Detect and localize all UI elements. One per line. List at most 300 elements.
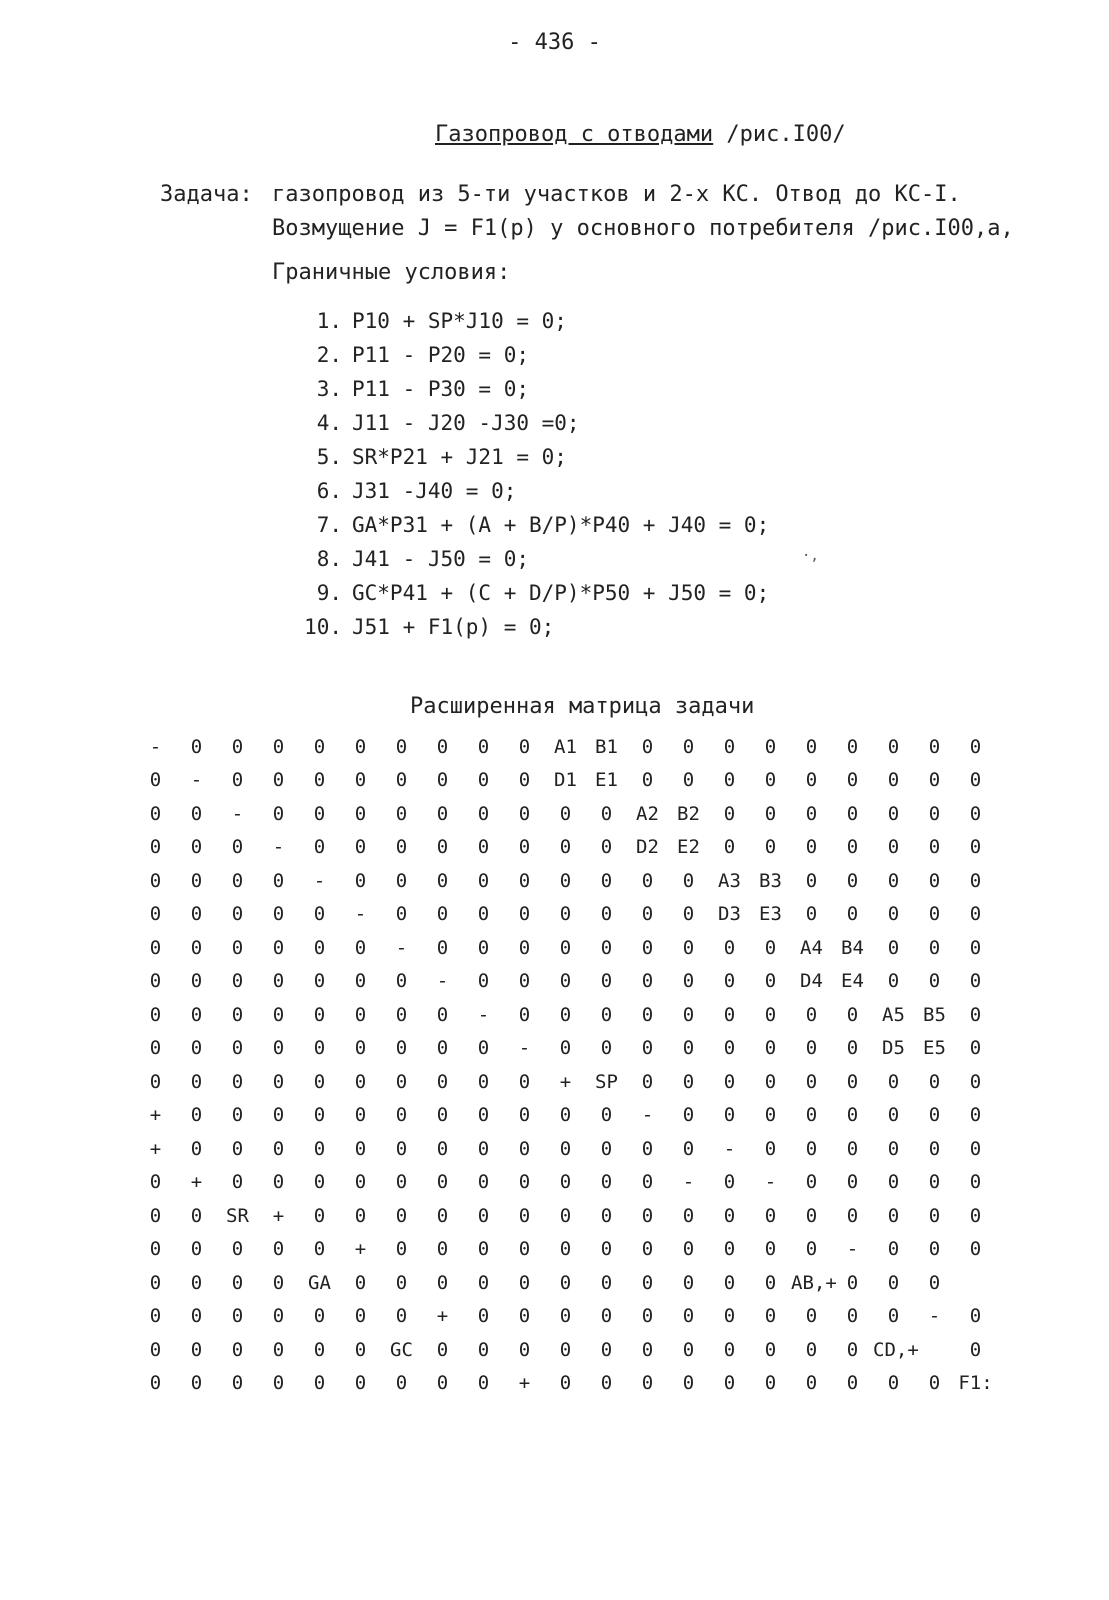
matrix-cell: 0	[149, 1070, 162, 1093]
matrix-cell: A2	[636, 802, 659, 825]
matrix-cell: 0	[190, 1305, 203, 1328]
matrix-cell: 0	[395, 869, 408, 892]
matrix-cell: 0	[641, 970, 654, 993]
matrix-cell: 0	[887, 802, 900, 825]
matrix-cell: 0	[641, 903, 654, 926]
matrix-cell: 0	[395, 1238, 408, 1261]
matrix-cell: 0	[600, 936, 613, 959]
matrix-cell: 0	[518, 1137, 531, 1160]
matrix-cell: E1	[595, 769, 618, 792]
matrix-cell: 0	[354, 1372, 367, 1395]
matrix-cell: 0	[805, 1305, 818, 1328]
matrix-cell: 0	[477, 1204, 490, 1227]
matrix-cell: 0	[887, 1271, 900, 1294]
equation-8	[290, 542, 769, 576]
matrix-cell: D3	[718, 903, 741, 926]
matrix-cell: 0	[723, 1271, 736, 1294]
matrix-cell: 0	[600, 970, 613, 993]
matrix-cell: 0	[231, 1338, 244, 1361]
matrix-cell: 0	[846, 769, 859, 792]
matrix-cell: 0	[600, 1238, 613, 1261]
equation-list	[290, 304, 769, 644]
matrix-cell: 0	[190, 1137, 203, 1160]
matrix-cell: 0	[641, 1305, 654, 1328]
matrix-cell: 0	[682, 936, 695, 959]
matrix-cell: -	[149, 735, 162, 758]
matrix-cell: 0	[723, 1003, 736, 1026]
matrix-cell: 0	[436, 936, 449, 959]
matrix-cell: 0	[559, 1137, 572, 1160]
matrix-cell: 0	[190, 970, 203, 993]
matrix-cell: 0	[477, 1171, 490, 1194]
matrix-cell: 0	[600, 1271, 613, 1294]
matrix-cell: 0	[395, 1271, 408, 1294]
matrix-cell: 0	[436, 1238, 449, 1261]
matrix-cell: 0	[395, 802, 408, 825]
equation-5	[290, 440, 769, 474]
matrix-cell: 0	[641, 1372, 654, 1395]
matrix-cell: -	[231, 802, 244, 825]
matrix-cell: 0	[600, 1338, 613, 1361]
matrix-cell: 0	[149, 1204, 162, 1227]
matrix-cell: 0	[846, 802, 859, 825]
matrix-cell: 0	[272, 1238, 285, 1261]
matrix-cell: 0	[354, 936, 367, 959]
matrix-cell: 0	[354, 836, 367, 859]
matrix-cell: 0	[969, 769, 982, 792]
matrix-cell: 0	[887, 1372, 900, 1395]
matrix-cell: 0	[477, 869, 490, 892]
matrix-cell: 0	[846, 1271, 859, 1294]
matrix-cell: 0	[518, 769, 531, 792]
matrix-cell: 0	[559, 1238, 572, 1261]
matrix-cell: 0	[436, 1037, 449, 1060]
matrix-cell: 0	[354, 802, 367, 825]
matrix-cell: 0	[149, 970, 162, 993]
matrix-cell: 0	[846, 1070, 859, 1093]
matrix-cell: 0	[477, 735, 490, 758]
matrix-cell: 0	[231, 1037, 244, 1060]
matrix-cell: 0	[764, 1305, 777, 1328]
matrix-cell: 0	[559, 903, 572, 926]
matrix-cell: 0	[272, 735, 285, 758]
matrix-cell: 0	[436, 903, 449, 926]
matrix-cell: 0	[518, 1305, 531, 1328]
matrix-cell: 0	[969, 903, 982, 926]
matrix-row	[135, 797, 996, 831]
matrix-cell: 0	[436, 1171, 449, 1194]
matrix-cell: 0	[928, 1271, 941, 1294]
matrix-cell: E3	[759, 903, 782, 926]
matrix-cell: E2	[677, 836, 700, 859]
matrix-cell: 0	[887, 1070, 900, 1093]
matrix-cell: 0	[190, 735, 203, 758]
matrix-cell: 0	[559, 802, 572, 825]
matrix-cell: 0	[231, 1271, 244, 1294]
matrix-cell: 0	[846, 1338, 859, 1361]
matrix-cell: 0	[969, 1070, 982, 1093]
matrix-cell: +	[354, 1238, 367, 1261]
matrix-cell: B1	[595, 735, 618, 758]
matrix-cell: 0	[272, 1137, 285, 1160]
matrix-row	[135, 898, 996, 932]
matrix-cell: 0	[354, 1171, 367, 1194]
matrix-cell: 0	[559, 1037, 572, 1060]
matrix-cell: 0	[887, 1204, 900, 1227]
matrix-cell: 0	[723, 1238, 736, 1261]
matrix-cell: 0	[559, 1271, 572, 1294]
equation-1	[290, 304, 769, 338]
matrix-cell: 0	[723, 802, 736, 825]
matrix-cell: 0	[436, 1204, 449, 1227]
page-number: - 436 -	[508, 30, 601, 55]
matrix-cell: 0	[846, 1037, 859, 1060]
matrix-cell: +	[149, 1104, 162, 1127]
matrix-cell: B5	[923, 1003, 946, 1026]
matrix-cell: 0	[272, 869, 285, 892]
matrix-row	[135, 1199, 996, 1233]
matrix-cell: 0	[559, 1372, 572, 1395]
matrix-cell: 0	[477, 1305, 490, 1328]
equation-text: P10 + SP*J10 = 0;	[352, 309, 567, 333]
matrix-cell: 0	[518, 970, 531, 993]
matrix-cell: 0	[354, 970, 367, 993]
matrix-cell: 0	[231, 1003, 244, 1026]
matrix-cell: 0	[395, 1003, 408, 1026]
matrix-cell: 0	[477, 936, 490, 959]
matrix-cell: 0	[354, 1204, 367, 1227]
matrix-cell: 0	[887, 869, 900, 892]
equation-6	[290, 474, 769, 508]
matrix-cell: 0	[969, 936, 982, 959]
matrix-cell: A4	[800, 936, 823, 959]
matrix-cell: 0	[231, 1305, 244, 1328]
matrix-cell: 0	[313, 903, 326, 926]
matrix-cell: 0	[518, 1171, 531, 1194]
matrix-cell: E4	[841, 970, 864, 993]
matrix-cell: 0	[641, 735, 654, 758]
matrix-cell: 0	[436, 1003, 449, 1026]
matrix-cell: 0	[723, 1372, 736, 1395]
matrix-cell: 0	[805, 1003, 818, 1026]
matrix-cell: -	[682, 1171, 695, 1194]
equation-text: GA*P31 + (A + B/P)*P40 + J40 = 0;	[352, 513, 770, 537]
matrix-cell: 0	[518, 1070, 531, 1093]
equation-number: 4.	[316, 411, 342, 435]
matrix-cell: 0	[149, 903, 162, 926]
matrix-cell: 0	[395, 1204, 408, 1227]
matrix-cell: 0	[600, 1137, 613, 1160]
matrix-cell: 0	[600, 903, 613, 926]
matrix-cell: 0	[190, 936, 203, 959]
matrix-cell: 0	[149, 1372, 162, 1395]
matrix-cell: 0	[600, 1003, 613, 1026]
matrix-cell: 0	[354, 735, 367, 758]
matrix-cell: 0	[928, 1372, 941, 1395]
matrix-cell: 0	[805, 1204, 818, 1227]
matrix-cell: 0	[928, 769, 941, 792]
equation-9	[290, 576, 769, 610]
matrix-cell: 0	[846, 1171, 859, 1194]
matrix-cell: 0	[764, 1372, 777, 1395]
matrix-cell: D2	[636, 836, 659, 859]
matrix-cell: 0	[518, 1238, 531, 1261]
matrix-cell: 0	[190, 1238, 203, 1261]
matrix-cell: 0	[518, 869, 531, 892]
matrix-cell: 0	[928, 1104, 941, 1127]
matrix-row	[135, 1233, 996, 1267]
scan-speck: ·,	[802, 548, 819, 564]
matrix-row	[135, 764, 996, 798]
equation-7	[290, 508, 769, 542]
matrix-cell: 0	[272, 903, 285, 926]
matrix-cell: 0	[354, 769, 367, 792]
matrix-cell: 0	[805, 1338, 818, 1361]
matrix-cell: 0	[846, 1372, 859, 1395]
matrix-cell: 0	[682, 769, 695, 792]
matrix-cell: 0	[764, 1003, 777, 1026]
matrix-cell: 0	[846, 903, 859, 926]
matrix-cell: 0	[518, 1104, 531, 1127]
matrix-cell: B3	[759, 869, 782, 892]
matrix-cell: 0	[682, 970, 695, 993]
matrix-cell: 0	[190, 1338, 203, 1361]
matrix-cell: 0	[231, 1171, 244, 1194]
matrix-cell: 0	[969, 970, 982, 993]
matrix-cell: 0	[395, 1305, 408, 1328]
matrix-cell: -	[723, 1137, 736, 1160]
matrix-cell: 0	[559, 1104, 572, 1127]
matrix-cell: 0	[682, 1204, 695, 1227]
matrix-cell: 0	[149, 1037, 162, 1060]
matrix-cell: 0	[559, 936, 572, 959]
matrix-cell: 0	[846, 1137, 859, 1160]
matrix-cell: 0	[682, 1137, 695, 1160]
matrix-row	[135, 1032, 996, 1066]
matrix-cell: 0	[641, 1238, 654, 1261]
matrix-cell: 0	[354, 1037, 367, 1060]
matrix-cell: 0	[682, 1305, 695, 1328]
matrix-cell: 0	[518, 1271, 531, 1294]
matrix-cell: 0	[764, 1137, 777, 1160]
matrix-cell: 0	[436, 802, 449, 825]
equation-10	[290, 610, 769, 644]
equation-number: 2.	[316, 343, 342, 367]
matrix-row	[135, 1300, 996, 1334]
matrix-row	[135, 864, 996, 898]
matrix-cell: GA	[308, 1271, 331, 1294]
task-line-1: газопровод из 5-ти участков и 2-х КС. Отвод до КС-I.	[272, 182, 961, 207]
matrix-cell: 0	[764, 1238, 777, 1261]
matrix-cell: 0	[149, 1338, 162, 1361]
matrix-cell: 0	[190, 1037, 203, 1060]
matrix-cell: 0	[190, 903, 203, 926]
matrix-cell: 0	[641, 769, 654, 792]
matrix-cell: 0	[395, 1037, 408, 1060]
equation-text: SR*P21 + J21 = 0;	[352, 445, 567, 469]
matrix-cell: 0	[395, 1070, 408, 1093]
matrix-cell: 0	[518, 1338, 531, 1361]
matrix-cell: 0	[231, 769, 244, 792]
matrix-cell: 0	[641, 1070, 654, 1093]
matrix-cell: E5	[923, 1037, 946, 1060]
matrix-cell: 0	[313, 1204, 326, 1227]
matrix-cell: 0	[887, 735, 900, 758]
matrix-cell: D4	[800, 970, 823, 993]
matrix-cell: 0	[928, 735, 941, 758]
matrix-cell: 0	[313, 1104, 326, 1127]
matrix-cell: 0	[805, 1372, 818, 1395]
matrix-cell: -	[928, 1305, 941, 1328]
matrix-cell: 0	[518, 1204, 531, 1227]
matrix-cell: 0	[805, 1171, 818, 1194]
matrix-cell: 0	[682, 1372, 695, 1395]
matrix-cell: 0	[436, 1372, 449, 1395]
matrix-cell: 0	[272, 1003, 285, 1026]
matrix-cell: 0	[682, 735, 695, 758]
matrix-cell: 0	[354, 869, 367, 892]
equation-number: 3.	[316, 377, 342, 401]
matrix-cell: 0	[395, 970, 408, 993]
matrix-cell: 0	[272, 1305, 285, 1328]
matrix-cell: 0	[805, 735, 818, 758]
matrix-cell: 0	[477, 1271, 490, 1294]
task-label: Задача:	[160, 182, 253, 207]
matrix-cell: B4	[841, 936, 864, 959]
equation-number: 5.	[316, 445, 342, 469]
matrix-cell: 0	[190, 1104, 203, 1127]
matrix-cell: 0	[231, 1104, 244, 1127]
matrix-cell: 0	[682, 1037, 695, 1060]
matrix-cell: 0	[272, 1372, 285, 1395]
matrix-cell: -	[518, 1037, 531, 1060]
matrix-cell: 0	[313, 1305, 326, 1328]
section-title	[435, 122, 846, 147]
matrix-cell: 0	[969, 1338, 982, 1361]
matrix-cell: -	[764, 1171, 777, 1194]
matrix-cell: 0	[272, 1070, 285, 1093]
matrix-cell: 0	[477, 1104, 490, 1127]
matrix-cell: 0	[887, 970, 900, 993]
matrix-cell: 0	[354, 1305, 367, 1328]
matrix-cell: 0	[272, 769, 285, 792]
matrix-cell: 0	[764, 970, 777, 993]
matrix-cell: 0	[805, 869, 818, 892]
matrix-cell: 0	[272, 936, 285, 959]
matrix-cell: 0	[395, 836, 408, 859]
matrix-cell: 0	[641, 1037, 654, 1060]
matrix-cell: SP	[595, 1070, 618, 1093]
matrix-cell: 0	[518, 836, 531, 859]
matrix-cell: 0	[846, 1204, 859, 1227]
matrix-cell: 0	[969, 1305, 982, 1328]
matrix-cell: 0	[395, 903, 408, 926]
equation-number: 9.	[316, 581, 342, 605]
matrix-cell: 0	[846, 1104, 859, 1127]
matrix-cell: 0	[723, 1037, 736, 1060]
matrix-cell: 0	[641, 1003, 654, 1026]
matrix-cell: 0	[354, 1003, 367, 1026]
matrix-cell: 0	[600, 869, 613, 892]
matrix-cell: +	[559, 1070, 572, 1093]
matrix-cell: 0	[272, 970, 285, 993]
matrix-cell: 0	[313, 1338, 326, 1361]
matrix-row	[135, 1065, 996, 1099]
equation-text: J41 - J50 = 0;	[352, 547, 530, 571]
equation-text: P11 - P20 = 0;	[352, 343, 530, 367]
matrix-cell: 0	[477, 1238, 490, 1261]
matrix-cell: 0	[559, 869, 572, 892]
matrix-cell: 0	[313, 735, 326, 758]
matrix-cell: 0	[846, 1003, 859, 1026]
matrix-cell: 0	[764, 1338, 777, 1361]
matrix-cell: 0	[846, 869, 859, 892]
matrix-cell: 0	[149, 1271, 162, 1294]
equation-2	[290, 338, 769, 372]
matrix-cell: 0	[231, 970, 244, 993]
matrix-cell: 0	[518, 903, 531, 926]
matrix-cell: 0	[887, 1171, 900, 1194]
matrix-cell: GC	[390, 1338, 413, 1361]
matrix-cell: 0	[969, 802, 982, 825]
matrix-cell: 0	[231, 936, 244, 959]
matrix-cell: 0	[354, 1137, 367, 1160]
matrix-cell: -	[641, 1104, 654, 1127]
matrix-cell: SR	[226, 1204, 249, 1227]
matrix-cell: -	[272, 836, 285, 859]
matrix-cell: 0	[436, 1137, 449, 1160]
matrix-cell: 0	[313, 836, 326, 859]
matrix-cell: 0	[600, 1171, 613, 1194]
matrix-cell: 0	[231, 735, 244, 758]
matrix-cell: 0	[928, 869, 941, 892]
matrix-cell: 0	[436, 735, 449, 758]
matrix-cell: 0	[477, 1037, 490, 1060]
matrix-cell: 0	[682, 1003, 695, 1026]
matrix-cell: 0	[764, 735, 777, 758]
matrix-cell: 0	[969, 1171, 982, 1194]
matrix-cell: 0	[928, 836, 941, 859]
matrix-cell: 0	[887, 903, 900, 926]
matrix-cell: 0	[395, 769, 408, 792]
matrix-row	[135, 1266, 996, 1300]
matrix-cell: 0	[436, 1070, 449, 1093]
matrix-cell: 0	[559, 1305, 572, 1328]
matrix-row	[135, 831, 996, 865]
matrix-cell: 0	[149, 1171, 162, 1194]
matrix-cell: 0	[723, 769, 736, 792]
matrix-cell: 0	[723, 735, 736, 758]
matrix-cell: 0	[805, 903, 818, 926]
boundary-conditions-heading: Граничные условия:	[272, 260, 511, 285]
matrix-cell: 0	[887, 1137, 900, 1160]
matrix-cell: 0	[559, 1171, 572, 1194]
matrix-cell: 0	[272, 1104, 285, 1127]
matrix-cell: 0	[313, 1070, 326, 1093]
matrix-cell: 0	[436, 1338, 449, 1361]
matrix-cell: 0	[477, 903, 490, 926]
matrix-cell: 0	[764, 936, 777, 959]
task-description	[160, 178, 1014, 246]
matrix-cell: 0	[723, 1338, 736, 1361]
matrix-cell: 0	[846, 735, 859, 758]
matrix-cell: A3	[718, 869, 741, 892]
equation-number: 7.	[316, 513, 342, 537]
matrix-cell: 0	[682, 1070, 695, 1093]
section-title-ref: /рис.I00/	[713, 122, 846, 147]
matrix-cell: 0	[928, 936, 941, 959]
matrix-cell: 0	[600, 1204, 613, 1227]
